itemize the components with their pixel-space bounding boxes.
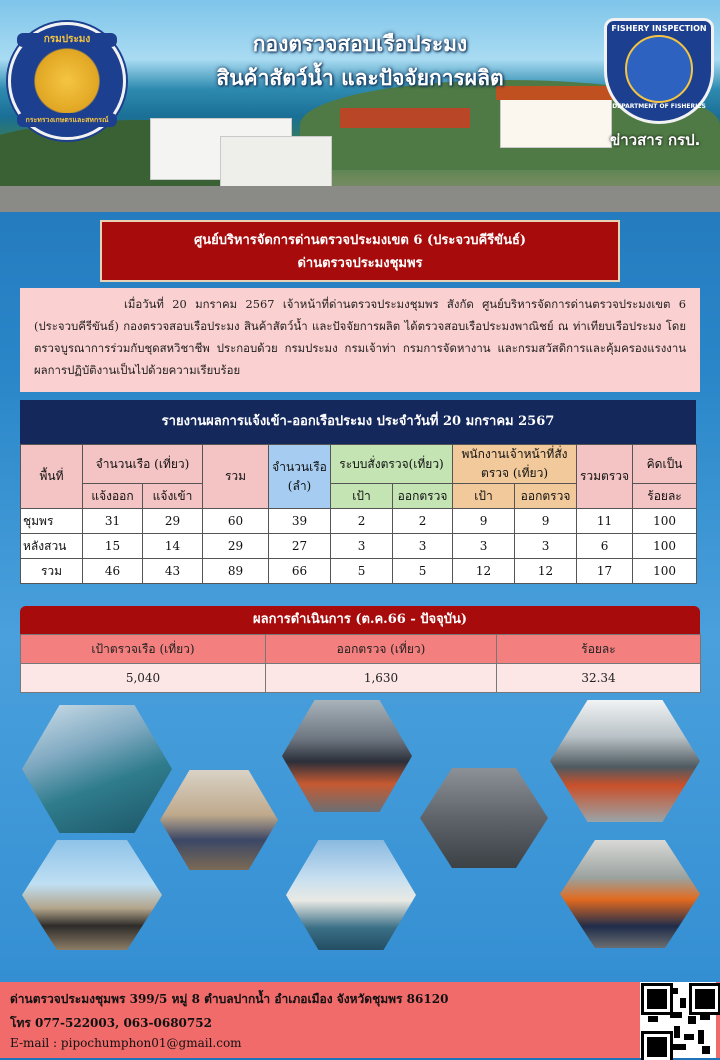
footer bbox=[0, 982, 720, 1058]
results-header-percent: ร้อยละ bbox=[497, 635, 701, 664]
row-vessels: 27 bbox=[269, 534, 331, 559]
row-sys-target: 5 bbox=[331, 559, 393, 584]
row-out: 46 bbox=[83, 559, 143, 584]
header-vessels: จำนวนเรือ (ลำ) bbox=[269, 445, 331, 509]
row-in: 14 bbox=[143, 534, 203, 559]
header-in: แจ้งเข้า bbox=[143, 484, 203, 509]
header-off-target: เป้า bbox=[453, 484, 515, 509]
row-off-inspect: 12 bbox=[515, 559, 577, 584]
row-percent: 100 bbox=[633, 509, 697, 534]
results-value-percent: 32.34 bbox=[497, 664, 701, 693]
row-out: 15 bbox=[83, 534, 143, 559]
row-area: รวม bbox=[21, 559, 83, 584]
photo-boat-hull bbox=[22, 705, 172, 833]
row-off-inspect: 9 bbox=[515, 509, 577, 534]
row-percent: 100 bbox=[633, 534, 697, 559]
header-sys-inspect: ออกตรวจ bbox=[393, 484, 453, 509]
description-box bbox=[20, 288, 700, 392]
row-percent: 100 bbox=[633, 559, 697, 584]
row-off-target: 9 bbox=[453, 509, 515, 534]
row-out: 31 bbox=[83, 509, 143, 534]
department-line2: ด่านตรวจประมงชุมพร bbox=[297, 256, 423, 271]
photo-officers-group bbox=[282, 700, 412, 812]
row-area: ชุมพร bbox=[21, 509, 83, 534]
logo-text-bottom: กระทรวงเกษตรและสหกรณ์ bbox=[17, 113, 117, 127]
results-header-target: เป้าตรวจเรือ (เที่ยว) bbox=[21, 635, 266, 664]
fishery-inspection-logo bbox=[604, 18, 714, 124]
results-value-target: 5,040 bbox=[21, 664, 266, 693]
header-banner bbox=[0, 0, 720, 212]
header-total-inspect: รวมตรวจ bbox=[577, 445, 633, 509]
logo-right-text-bottom: DEPARTMENT OF FISHERIES bbox=[612, 103, 706, 110]
photo-boats-harbor bbox=[286, 840, 416, 950]
row-area: หลังสวน bbox=[21, 534, 83, 559]
emblem-icon bbox=[625, 35, 693, 103]
description-text: เมื่อวันที่ 20 มกราคม 2567 เจ้าหน้าที่ด่านตรวจประมงชุมพร สังกัด ศูนย์บริหารจัดการด่านตรวจประมงเขต 6 (ประจวบคีรีขันธ์) กองตรวจสอบเรือประมง สินค้าสัตว์น้ำ และปัจจัยการผลิต ได้ตรวจสอบเรือประมงพาณิชย์ ณ ท่าเทียบเรือประมง โดยตรวจบูรณาการร่วมกับชุดสหวิชาชีพ ประกอบด้วย กรมประมง กรมเจ้าท่า กรมการจัดหางาน และกรมสวัสดิการและคุ้มครองแรงงาน ผลการปฏิบัติงานเป็นไปด้วยความเรียบร้อย bbox=[34, 297, 686, 377]
logo-text-top: กรมประมง bbox=[17, 33, 117, 47]
row-sys-inspect: 2 bbox=[393, 509, 453, 534]
header-title-line2: สินค้าสัตว์น้ำ และปัจจัยการผลิต bbox=[216, 66, 504, 90]
header-officer: พนักงานเจ้าหน้าที่สั่งตรวจ (เที่ยว) bbox=[453, 445, 577, 484]
header-out: แจ้งออก bbox=[83, 484, 143, 509]
header-area: พื้นที่ bbox=[21, 445, 83, 509]
department-box bbox=[100, 220, 620, 282]
row-total: 89 bbox=[203, 559, 269, 584]
results-grid bbox=[20, 634, 701, 693]
row-sys-inspect: 3 bbox=[393, 534, 453, 559]
photo-workers-gathering bbox=[550, 700, 700, 822]
report-title: รายงานผลการแจ้งเข้า-ออกเรือประมง ประจำวันที่ 20 มกราคม 2567 bbox=[20, 400, 696, 444]
table-row bbox=[21, 509, 697, 534]
row-in: 43 bbox=[143, 559, 203, 584]
photo-inspection-desk bbox=[160, 770, 278, 870]
footer-address: ด่านตรวจประมงชุมพร 399/5 หมู่ 8 ตำบลปากน้ำ อำเภอเมือง จังหวัดชุมพร 86120 bbox=[10, 992, 449, 1006]
row-in: 29 bbox=[143, 509, 203, 534]
row-total: 60 bbox=[203, 509, 269, 534]
row-sys-target: 2 bbox=[331, 509, 393, 534]
row-total: 29 bbox=[203, 534, 269, 559]
results-header-inspect: ออกตรวจ (เที่ยว) bbox=[266, 635, 497, 664]
row-off-target: 12 bbox=[453, 559, 515, 584]
row-off-inspect: 3 bbox=[515, 534, 577, 559]
results-table bbox=[20, 606, 700, 690]
header-off-inspect: ออกตรวจ bbox=[515, 484, 577, 509]
table-row bbox=[21, 534, 697, 559]
department-line1: ศูนย์บริหารจัดการด่านตรวจประมงเขต 6 (ประจวบคีรีขันธ์) bbox=[193, 233, 527, 248]
header-percent: คิดเป็น bbox=[633, 445, 697, 484]
results-value-inspect: 1,630 bbox=[266, 664, 497, 693]
row-total-inspect: 6 bbox=[577, 534, 633, 559]
red-roof bbox=[340, 108, 470, 128]
photo-officer-document bbox=[560, 840, 700, 948]
header-title-line1: กองตรวจสอบเรือประมง bbox=[252, 32, 468, 56]
header-trips: จำนวนเรือ (เที่ยว) bbox=[83, 445, 203, 484]
news-tag: ข่าวสาร กรป. bbox=[610, 131, 701, 149]
qr-code-icon bbox=[640, 982, 716, 1058]
row-vessels: 39 bbox=[269, 509, 331, 534]
footer-email: E-mail : pipochumphon01@gmail.com bbox=[10, 1036, 242, 1050]
road bbox=[0, 186, 720, 212]
table-row bbox=[21, 559, 697, 584]
fisheries-dept-logo bbox=[8, 22, 126, 140]
row-total-inspect: 17 bbox=[577, 559, 633, 584]
report-table bbox=[20, 400, 696, 598]
row-off-target: 3 bbox=[453, 534, 515, 559]
temple-building bbox=[500, 96, 612, 148]
header-total: รวม bbox=[203, 445, 269, 509]
logo-right-text-top: FISHERY INSPECTION bbox=[611, 24, 707, 33]
report-grid bbox=[20, 444, 697, 584]
row-sys-target: 3 bbox=[331, 534, 393, 559]
footer-phone: โทร 077-522003, 063-0680752 bbox=[10, 1016, 212, 1030]
row-vessels: 66 bbox=[269, 559, 331, 584]
photo-crew-lineup bbox=[22, 840, 162, 950]
photo-fishing-net bbox=[420, 768, 548, 868]
row-total-inspect: 11 bbox=[577, 509, 633, 534]
row-sys-inspect: 5 bbox=[393, 559, 453, 584]
header-percent-sub: ร้อยละ bbox=[633, 484, 697, 509]
header-sys-target: เป้า bbox=[331, 484, 393, 509]
header-system: ระบบสั่งตรวจ(เที่ยว) bbox=[331, 445, 453, 484]
results-title: ผลการดำเนินการ (ต.ค.66 - ปัจจุบัน) bbox=[20, 606, 700, 634]
